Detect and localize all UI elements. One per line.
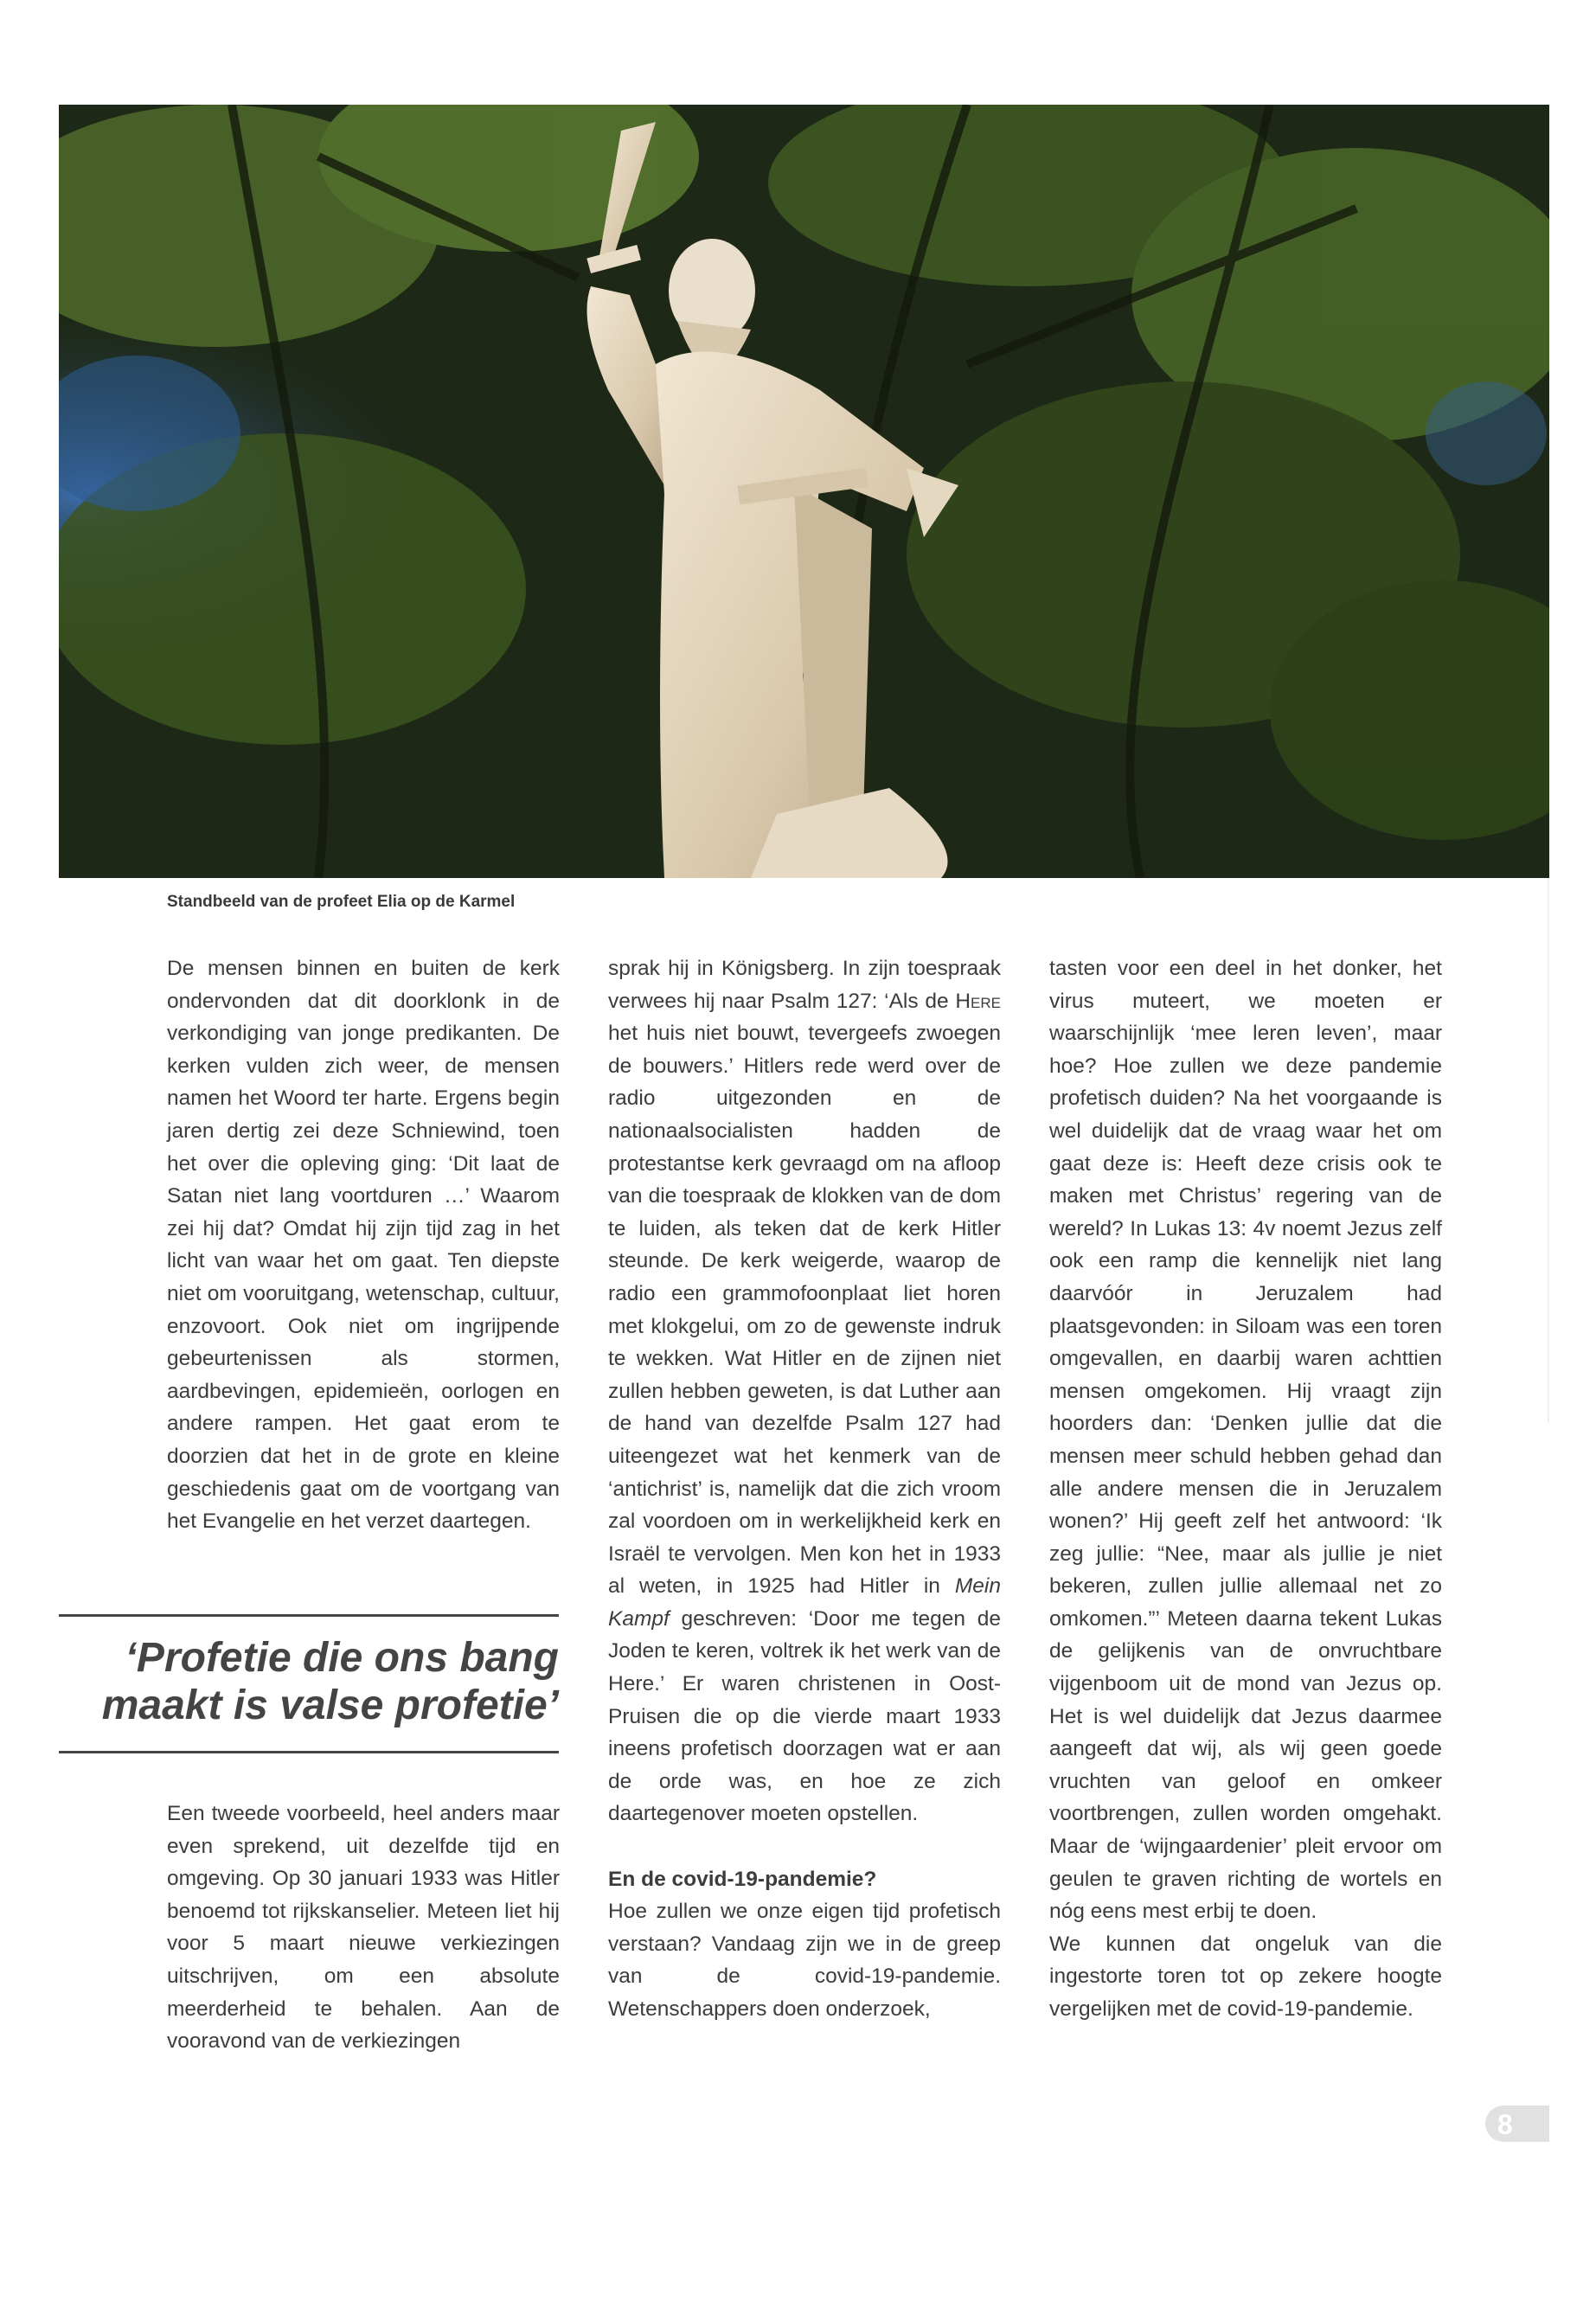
divine-name: Here: [955, 989, 1001, 1013]
paragraph: De mensen binnen en buiten de kerk ondervonden dat dit doorklonk in de verkondiging van jonge predikanten. De kerken vulden zich weer, de mensen namen het Woord ter harte. Ergens begin jaren dertig zei deze Schniewind, toen het over die opleving ging: ‘Dit laat de Satan niet lang voortduren …’ Waarom zei hij dat? Omdat hij zijn tijd zag in het licht van waar het om gaat. Ten diepste niet om vooruitgang, wetenschap, cultuur, enzovoort. Ook niet om ingrijpende gebeurtenissen als stormen, aardbevingen, epidemieën, oorlogen en andere rampen. Het gaat erom te doorzien dat het in de grote en kleine geschiedenis gaat om de voortgang van het Evangelie en het verzet daartegen.: [167, 957, 560, 1534]
paragraph: tasten voor een deel in het donker, het virus muteert, we moeten er waarschijnlijk ‘mee leren leven’, maar hoe? Hoe zullen we deze pandemie profetisch duiden? Na het voorgaande is wel duidelijk dat de vraag waar het om gaat deze is: Heeft deze crisis ook te maken met Christus’ regering van de wereld? In Lukas 13: 4v noemt Jezus zelf ook een ramp die kennelijk niet lang daarvóór in Jeruzalem had plaatsgevonden: in Siloam was een toren omgevallen, en daarbij waren achttien mensen omgekomen. Hij vraagt zijn hoorders dan: ‘Denken jullie dat die mensen meer schuld hebben gehad dan alle andere mensen die in Jeruzalem wonen?’ Hij geeft zelf het antwoord: ‘Ik zeg jullie: “Nee, maar als jullie je niet bekeren, zullen jullie allemaal net zo omkomen.”’ Meteen daarna tekent Lukas de gelijkenis van de onvruchtbare vijgenboom uit de mond van Jezus op. Het is wel duidelijk dat Jezus daarmee aangeeft dat wij, als wij geen goede vruchten van geloof en omkeer voortbrengen, zullen worden omgehakt. Maar de ‘wijngaardenier’ pleit ervoor om geulen te graven richting de wortels en nóg eens mest erbij te doen.: [1049, 957, 1442, 1924]
column-3: [1049, 952, 1442, 2026]
photo-caption: Standbeeld van de profeet Elia op de Karmel: [167, 893, 516, 911]
paragraph: Een tweede voorbeeld, heel anders maar even sprekend, uit dezelfde tijd en omgeving. Op 30 januari 1933 was Hitler benoemd tot rijkskanselier. Meteen liet hij voor 5 maart nieuwe verkiezingen uitschrijven, om een absolute meerderheid te behalen. Aan de vooravond van de verkiezingen: [167, 1802, 560, 2054]
column-1: [167, 952, 560, 1538]
statue-photo: [59, 105, 1549, 878]
pull-quote-line-1: ‘Profetie die ons bang: [125, 1635, 559, 1681]
section-heading-paragraph: [608, 1863, 1001, 2026]
pull-quote-line-2: maakt is valse profetie’: [101, 1682, 559, 1728]
paragraph: We kunnen dat ongeluk van die ingestorte toren tot op zekere hoogte vergelijken met de covid-19-pandemie.: [1049, 1932, 1442, 2021]
paragraph: sprak hij in Königsberg. In zijn toespraak verwees hij naar Psalm 127: ‘Als de Here het huis niet bouwt, tevergeefs zwoegen de bouwers.’ Hitlers rede werd over de radio uitgezonden en de nationaalsocialisten hadden de protestantse kerk gevraagd om na afloop van die toespraak de klokken van de dom te luiden, als teken dat de kerk Hitler steunde. De kerk weigerde, waarop de radio een grammofoonplaat liet horen met klokgelui, om zo de gewenste indruk te wekken. Wat Hitler en de zijnen niet zullen hebben geweten, is dat Luther aan de hand van dezelfde Psalm 127 had uiteengezet wat het kenmerk van de ‘antichrist’ is, namelijk dat die zich vroom zal voordoen om in werkelijkheid kerk en Israël te vervolgen. Men kon het in 1933 al weten, in 1925 had Hitler in Mein Kampf geschreven: ‘Door me tegen de Joden te keren, voltrek ik het werk van de Here.’ Er waren christenen in Oost-Pruisen die op die vierde maart 1933 ineens profetisch doorzagen wat er aan de orde was, en hoe ze zich daartegenover moeten opstellen.: [608, 957, 1001, 1826]
page-edge-shadow: [1548, 878, 1549, 1423]
paragraph: Hoe zullen we onze eigen tijd profetisch verstaan? Vandaag zijn we in de greep van de covid-19-pandemie. Wetenschappers doen onderzoek,: [608, 1900, 1001, 2021]
book-title: Mein Kampf: [608, 1574, 1001, 1631]
pull-quote: [59, 1614, 559, 1753]
section-heading: En de covid-19-pandemie?: [608, 1867, 877, 1891]
column-1-continued: [167, 1798, 560, 2058]
column-2: [608, 952, 1001, 2026]
page-number: 8: [1497, 2109, 1513, 2140]
page-number-badge: [1485, 2106, 1549, 2142]
